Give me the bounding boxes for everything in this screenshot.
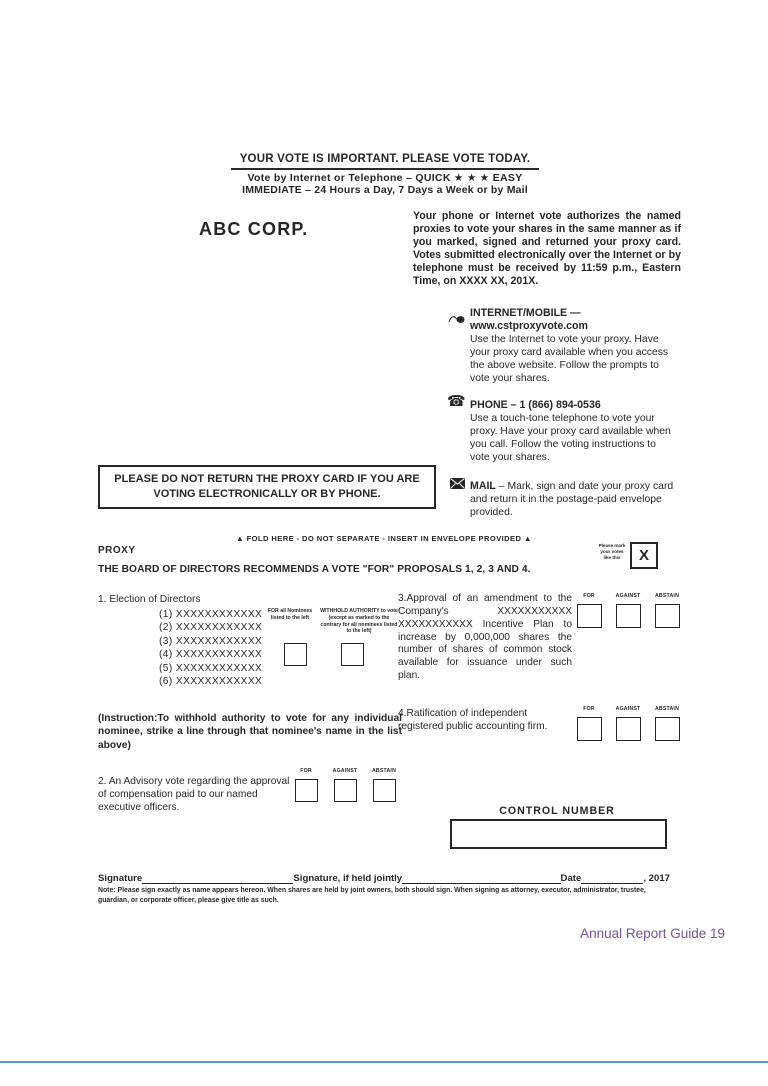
do-not-return-notice xyxy=(98,465,436,509)
nominee-3: (3) XXXXXXXXXXXX xyxy=(159,635,263,647)
do-not-return-text: PLEASE DO NOT RETURN THE PROXY CARD IF YOU ARE VOTING ELECTRONICALLY OR BY PHONE. xyxy=(114,473,420,500)
proposal2-options xyxy=(293,768,397,802)
board-recommendation: THE BOARD OF DIRECTORS RECOMMENDS A VOTE "FOR" PROPOSALS 1, 2, 3 AND 4. xyxy=(98,564,531,575)
phone-method-title: PHONE – 1 (866) 894-0536 xyxy=(470,399,601,411)
proposal4-text: 4.Ratification of independent registered public accounting firm. xyxy=(398,708,548,732)
control-number-box[interactable] xyxy=(450,819,667,849)
nominee-4: (4) XXXXXXXXXXXX xyxy=(159,649,263,661)
proposal2-against-cell xyxy=(332,768,358,802)
footer-guide-label: Annual Report Guide 19 xyxy=(580,926,725,941)
vote-availability-line: IMMEDIATE – 24 Hours a Day, 7 Days a Week or by Mail xyxy=(242,184,528,196)
proposal4-abstain-cell xyxy=(654,706,680,741)
date-label: Date xyxy=(560,873,582,884)
header-divider xyxy=(231,168,539,170)
abstain-label: ABSTAIN xyxy=(654,706,680,712)
proposal2-abstain-checkbox[interactable] xyxy=(373,779,396,802)
signature-row xyxy=(98,872,670,884)
nominee-1: (1) XXXXXXXXXXXX xyxy=(159,609,263,620)
fold-here-line: ▲ FOLD HERE - DO NOT SEPARATE - INSERT IN ENVELOPE PROVIDED ▲ xyxy=(236,534,532,543)
against-label: AGAINST xyxy=(615,706,641,712)
proposal3-text: 3.Approval of an amendment to the Company's XXXXXXXXXXX XXXXXXXXXXX Incentive Plan to increase by 0,000,000 shares the number of shares of common stock available for issuance under such plan. xyxy=(398,593,572,682)
vote-important-title: YOUR VOTE IS IMPORTANT. PLEASE VOTE TODAY. xyxy=(239,153,531,165)
signature1-line[interactable] xyxy=(142,872,293,884)
proxy-label: PROXY xyxy=(98,545,136,556)
nominee-2: (2) XXXXXXXXXXXX xyxy=(159,622,263,634)
against-label: AGAINST xyxy=(332,768,358,774)
proposal3-abstain-cell xyxy=(654,593,680,628)
proposal4-abstain-checkbox[interactable] xyxy=(655,717,680,741)
phone-method xyxy=(470,399,676,464)
mail-method xyxy=(470,480,676,519)
mark-sample-x: X xyxy=(638,547,649,564)
proposal4-against-checkbox[interactable] xyxy=(616,717,641,741)
proposal3-for-cell xyxy=(576,593,602,628)
internet-method-url: www.cstproxyvote.com xyxy=(470,320,588,333)
bottom-rule xyxy=(0,1061,768,1063)
proposal4-for-cell xyxy=(576,706,602,741)
year-suffix: , 2017 xyxy=(643,873,670,884)
for-label: FOR xyxy=(300,768,312,774)
against-label: AGAINST xyxy=(615,593,641,599)
date-line[interactable] xyxy=(581,872,643,884)
signature-note: Note: Please sign exactly as name appears hereon. When shares are held by joint owners, both should sign. When signing as attorney, executor, administrator, trustee, guardian, or corporate officer, please give title as such. xyxy=(98,887,646,904)
signature1-label: Signature xyxy=(98,873,143,884)
internet-method-title: INTERNET/MOBILE — xyxy=(470,307,581,319)
proposal4-for-checkbox[interactable] xyxy=(577,717,602,741)
vote-methods-line: Vote by Internet or Telephone – QUICK ★ ★ ★ EASY xyxy=(247,172,523,184)
vote-header xyxy=(225,153,545,196)
abstain-label: ABSTAIN xyxy=(654,593,680,599)
for-label: FOR xyxy=(583,706,595,712)
withhold-instruction: (Instruction:To withhold authority to vote for any individual nominee, strike a line through that nominee's name in the list above) xyxy=(98,713,402,751)
proposal3-options xyxy=(576,593,680,628)
proposal2-for-cell xyxy=(293,768,319,802)
envelope-icon xyxy=(448,476,466,494)
nominee-5: (5) XXXXXXXXXXXX xyxy=(159,662,263,674)
internet-method xyxy=(470,307,676,385)
mark-sample-box xyxy=(630,542,658,569)
control-number-label: CONTROL NUMBER xyxy=(499,805,615,817)
electronic-vote-intro: Your phone or Internet vote authorizes the named proxies to vote your shares in the same manner as if you marked, signed and returned your proxy card. Votes submitted electronically over the Internet or by telephone must be received by 11:59 p.m., Eastern Time, on XXXX XX, 201X. xyxy=(413,210,681,288)
proposal2-against-checkbox[interactable] xyxy=(334,779,357,802)
proposal3-abstain-checkbox[interactable] xyxy=(655,604,680,628)
proposal4-against-cell xyxy=(615,706,641,741)
signature2-label: Signature, if held jointly xyxy=(293,873,403,884)
proposal3-against-cell xyxy=(615,593,641,628)
proposal2-abstain-cell xyxy=(371,768,397,802)
proposal3-against-checkbox[interactable] xyxy=(616,604,641,628)
withhold-authority-header: WITHHOLD AUTHORITY to vote (except as marked to the contrary for all nominees listed to the left) xyxy=(320,608,398,635)
proposal1-for-all-checkbox[interactable] xyxy=(284,643,307,666)
telephone-icon: ☎ xyxy=(447,393,466,410)
abstain-label: ABSTAIN xyxy=(371,768,397,774)
proposal4-options xyxy=(576,706,680,741)
mail-method-title: MAIL xyxy=(470,480,496,492)
mail-method-body: – Mark, sign and date your proxy card and return it in the postage-paid envelope provided. xyxy=(470,481,674,519)
internet-method-body: Use the Internet to vote your proxy. Have your proxy card available when you access the above website. Follow the prompts to vote your shares. xyxy=(470,334,669,385)
signature2-line[interactable] xyxy=(402,872,560,884)
nominee-6: (6) XXXXXXXXXXXX xyxy=(159,676,263,688)
for-all-nominees-header: FOR all Nominees listed to the left xyxy=(267,608,313,621)
mouse-icon xyxy=(447,311,465,329)
proposal2-text: 2. An Advisory vote regarding the approval of compensation paid to our named executive officers. xyxy=(98,776,290,813)
proposal1-withhold-checkbox[interactable] xyxy=(341,643,364,666)
proposal3-for-checkbox[interactable] xyxy=(577,604,602,628)
mark-votes-instruction: Please mark your votes like this xyxy=(598,543,626,560)
proposal2-for-checkbox[interactable] xyxy=(295,779,318,802)
nominee-list xyxy=(159,608,262,688)
company-name: ABC CORP. xyxy=(199,219,309,239)
phone-method-body: Use a touch-tone telephone to vote your proxy. Have your proxy card available when you call. Follow the voting instructions to vote your shares. xyxy=(470,413,671,464)
proposal1-title: 1. Election of Directors xyxy=(98,594,201,605)
for-label: FOR xyxy=(583,593,595,599)
